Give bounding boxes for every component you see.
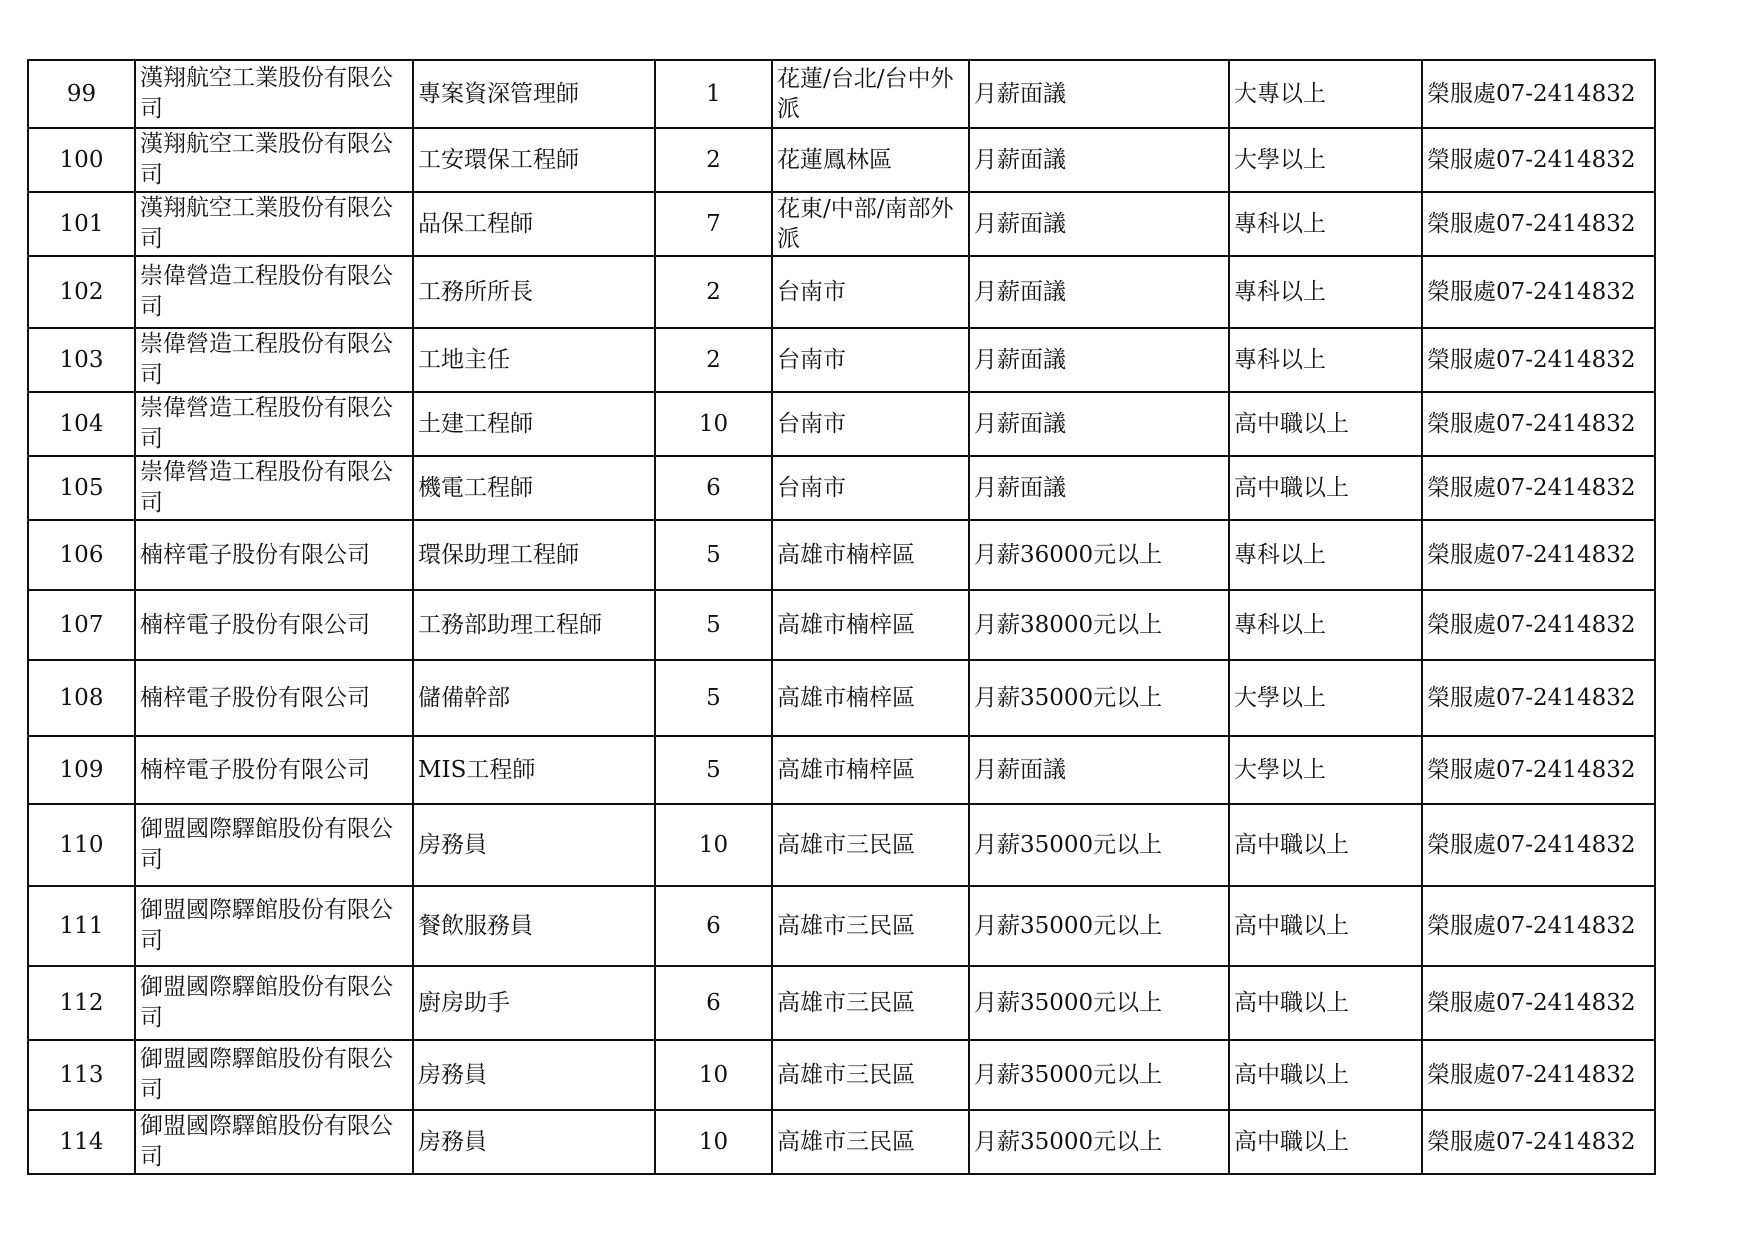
table-row: [28, 804, 1655, 886]
contact-info: 榮服處07-2414832: [1422, 392, 1655, 456]
job-title: 品保工程師: [413, 192, 655, 256]
table-row: [28, 1110, 1655, 1174]
work-location: 高雄市三民區: [772, 804, 969, 886]
work-location: 花東/中部/南部外派: [772, 192, 969, 256]
salary: 月薪35000元以上: [969, 660, 1229, 736]
contact-info: 榮服處07-2414832: [1422, 804, 1655, 886]
contact-info: 榮服處07-2414832: [1422, 456, 1655, 520]
company-name: 崇偉營造工程股份有限公司: [135, 256, 413, 328]
row-number: 112: [28, 966, 135, 1040]
contact-info: 榮服處07-2414832: [1422, 736, 1655, 804]
job-title: MIS工程師: [413, 736, 655, 804]
row-number: 114: [28, 1110, 135, 1174]
openings-count: 6: [655, 886, 772, 966]
row-number: 104: [28, 392, 135, 456]
work-location: 台南市: [772, 328, 969, 392]
salary: 月薪35000元以上: [969, 1110, 1229, 1174]
contact-info: 榮服處07-2414832: [1422, 328, 1655, 392]
job-title: 工地主任: [413, 328, 655, 392]
contact-info: 榮服處07-2414832: [1422, 192, 1655, 256]
table-row: [28, 392, 1655, 456]
table-row: [28, 736, 1655, 804]
contact-info: 榮服處07-2414832: [1422, 966, 1655, 1040]
education-requirement: 專科以上: [1229, 520, 1422, 590]
table-row: [28, 128, 1655, 192]
contact-info: 榮服處07-2414832: [1422, 886, 1655, 966]
work-location: 高雄市楠梓區: [772, 736, 969, 804]
contact-info: 榮服處07-2414832: [1422, 256, 1655, 328]
job-title: 工務所所長: [413, 256, 655, 328]
work-location: 台南市: [772, 256, 969, 328]
work-location: 高雄市楠梓區: [772, 590, 969, 660]
salary: 月薪面議: [969, 192, 1229, 256]
contact-info: 榮服處07-2414832: [1422, 660, 1655, 736]
openings-count: 6: [655, 966, 772, 1040]
table-body: [28, 60, 1655, 1174]
education-requirement: 大學以上: [1229, 128, 1422, 192]
row-number: 99: [28, 60, 135, 128]
work-location: 高雄市三民區: [772, 886, 969, 966]
job-title: 餐飲服務員: [413, 886, 655, 966]
openings-count: 5: [655, 590, 772, 660]
company-name: 崇偉營造工程股份有限公司: [135, 392, 413, 456]
table-row: [28, 660, 1655, 736]
contact-info: 榮服處07-2414832: [1422, 520, 1655, 590]
company-name: 漢翔航空工業股份有限公司: [135, 128, 413, 192]
company-name: 御盟國際驛館股份有限公司: [135, 1040, 413, 1110]
work-location: 花蓮/台北/台中外派: [772, 60, 969, 128]
row-number: 113: [28, 1040, 135, 1110]
openings-count: 2: [655, 256, 772, 328]
job-title: 專案資深管理師: [413, 60, 655, 128]
openings-count: 5: [655, 520, 772, 590]
education-requirement: 高中職以上: [1229, 886, 1422, 966]
row-number: 101: [28, 192, 135, 256]
table-row: [28, 456, 1655, 520]
openings-count: 5: [655, 660, 772, 736]
table-row: [28, 966, 1655, 1040]
table-row: [28, 192, 1655, 256]
work-location: 高雄市三民區: [772, 1110, 969, 1174]
company-name: 御盟國際驛館股份有限公司: [135, 966, 413, 1040]
salary: 月薪35000元以上: [969, 804, 1229, 886]
openings-count: 10: [655, 804, 772, 886]
row-number: 103: [28, 328, 135, 392]
salary: 月薪面議: [969, 60, 1229, 128]
openings-count: 5: [655, 736, 772, 804]
table-row: [28, 590, 1655, 660]
company-name: 楠梓電子股份有限公司: [135, 590, 413, 660]
job-title: 房務員: [413, 1040, 655, 1110]
salary: 月薪面議: [969, 392, 1229, 456]
contact-info: 榮服處07-2414832: [1422, 60, 1655, 128]
salary: 月薪面議: [969, 456, 1229, 520]
education-requirement: 大專以上: [1229, 60, 1422, 128]
openings-count: 2: [655, 128, 772, 192]
salary: 月薪35000元以上: [969, 886, 1229, 966]
table-row: [28, 886, 1655, 966]
education-requirement: 專科以上: [1229, 590, 1422, 660]
company-name: 御盟國際驛館股份有限公司: [135, 886, 413, 966]
work-location: 高雄市三民區: [772, 1040, 969, 1110]
openings-count: 7: [655, 192, 772, 256]
table-row: [28, 1040, 1655, 1110]
education-requirement: 大學以上: [1229, 736, 1422, 804]
salary: 月薪35000元以上: [969, 1040, 1229, 1110]
job-title: 土建工程師: [413, 392, 655, 456]
job-title: 機電工程師: [413, 456, 655, 520]
job-title: 廚房助手: [413, 966, 655, 1040]
education-requirement: 高中職以上: [1229, 1110, 1422, 1174]
job-title: 房務員: [413, 804, 655, 886]
education-requirement: 高中職以上: [1229, 392, 1422, 456]
table-row: [28, 520, 1655, 590]
openings-count: 10: [655, 1040, 772, 1110]
education-requirement: 專科以上: [1229, 192, 1422, 256]
work-location: 花蓮鳳林區: [772, 128, 969, 192]
company-name: 崇偉營造工程股份有限公司: [135, 456, 413, 520]
row-number: 107: [28, 590, 135, 660]
education-requirement: 高中職以上: [1229, 456, 1422, 520]
openings-count: 2: [655, 328, 772, 392]
salary: 月薪36000元以上: [969, 520, 1229, 590]
row-number: 106: [28, 520, 135, 590]
company-name: 漢翔航空工業股份有限公司: [135, 60, 413, 128]
contact-info: 榮服處07-2414832: [1422, 1110, 1655, 1174]
salary: 月薪面議: [969, 256, 1229, 328]
job-listings-table: [27, 59, 1656, 1175]
row-number: 105: [28, 456, 135, 520]
salary: 月薪面議: [969, 128, 1229, 192]
company-name: 御盟國際驛館股份有限公司: [135, 1110, 413, 1174]
education-requirement: 高中職以上: [1229, 804, 1422, 886]
education-requirement: 高中職以上: [1229, 966, 1422, 1040]
salary: 月薪35000元以上: [969, 966, 1229, 1040]
salary: 月薪面議: [969, 736, 1229, 804]
company-name: 楠梓電子股份有限公司: [135, 520, 413, 590]
work-location: 高雄市三民區: [772, 966, 969, 1040]
table-row: [28, 256, 1655, 328]
company-name: 漢翔航空工業股份有限公司: [135, 192, 413, 256]
job-title: 房務員: [413, 1110, 655, 1174]
row-number: 100: [28, 128, 135, 192]
education-requirement: 專科以上: [1229, 328, 1422, 392]
job-title: 工務部助理工程師: [413, 590, 655, 660]
salary: 月薪38000元以上: [969, 590, 1229, 660]
education-requirement: 高中職以上: [1229, 1040, 1422, 1110]
company-name: 楠梓電子股份有限公司: [135, 736, 413, 804]
row-number: 109: [28, 736, 135, 804]
openings-count: 1: [655, 60, 772, 128]
company-name: 崇偉營造工程股份有限公司: [135, 328, 413, 392]
work-location: 高雄市楠梓區: [772, 660, 969, 736]
education-requirement: 專科以上: [1229, 256, 1422, 328]
contact-info: 榮服處07-2414832: [1422, 128, 1655, 192]
contact-info: 榮服處07-2414832: [1422, 590, 1655, 660]
job-title: 環保助理工程師: [413, 520, 655, 590]
work-location: 台南市: [772, 456, 969, 520]
work-location: 高雄市楠梓區: [772, 520, 969, 590]
openings-count: 6: [655, 456, 772, 520]
row-number: 110: [28, 804, 135, 886]
table-row: [28, 328, 1655, 392]
job-title: 工安環保工程師: [413, 128, 655, 192]
job-title: 儲備幹部: [413, 660, 655, 736]
row-number: 102: [28, 256, 135, 328]
row-number: 108: [28, 660, 135, 736]
company-name: 御盟國際驛館股份有限公司: [135, 804, 413, 886]
contact-info: 榮服處07-2414832: [1422, 1040, 1655, 1110]
table-row: [28, 60, 1655, 128]
education-requirement: 大學以上: [1229, 660, 1422, 736]
openings-count: 10: [655, 392, 772, 456]
company-name: 楠梓電子股份有限公司: [135, 660, 413, 736]
work-location: 台南市: [772, 392, 969, 456]
row-number: 111: [28, 886, 135, 966]
openings-count: 10: [655, 1110, 772, 1174]
salary: 月薪面議: [969, 328, 1229, 392]
